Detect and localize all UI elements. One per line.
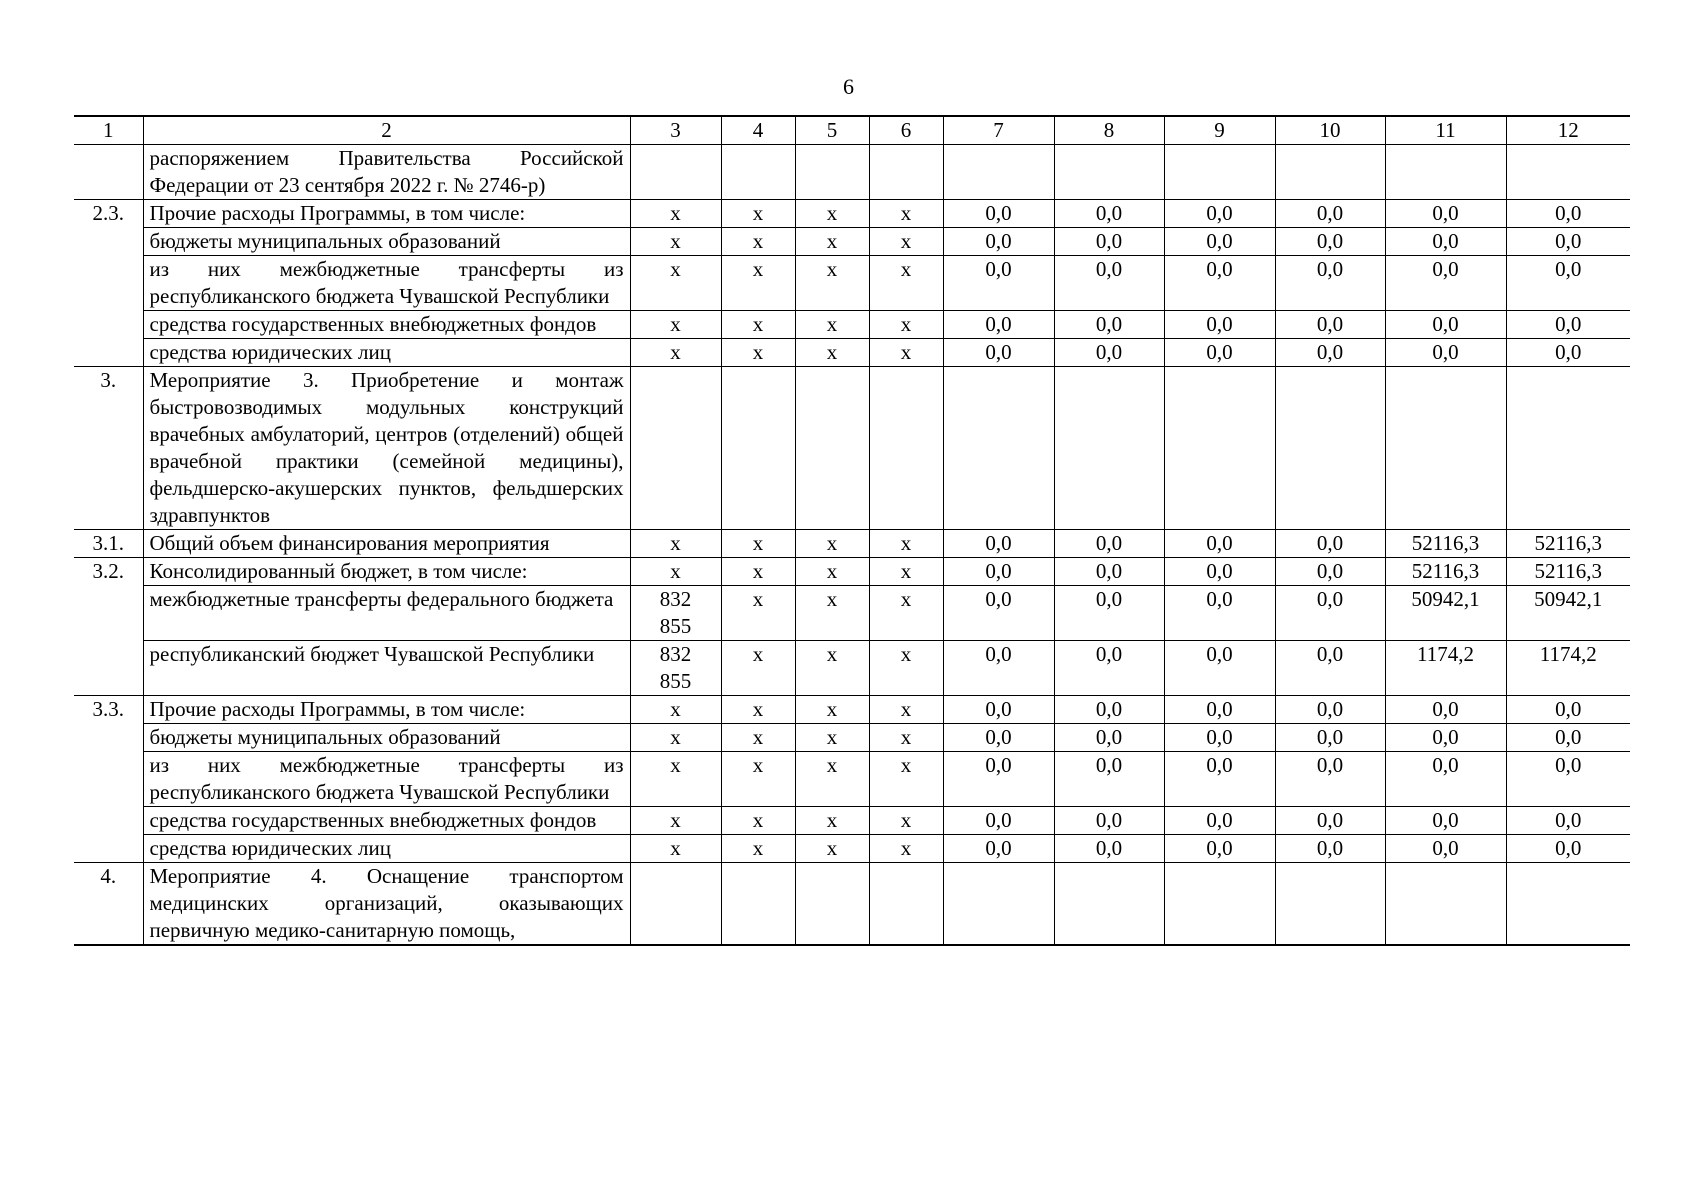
value-cell: x [630,339,721,367]
page-number: 6 [843,74,854,99]
row-description: Мероприятие 4. Оснащение транспортом медицинских организаций, оказывающих первичную медико-санитарную помощь, [143,863,630,946]
table-row [74,256,1630,311]
row-number [74,228,143,256]
value-cell: x [630,558,721,586]
value-cell: 0,0 [1275,835,1385,863]
value-cell [1054,145,1164,200]
value-cell: 0,0 [1054,641,1164,696]
table-row [74,752,1630,807]
value-cell: 0,0 [1054,256,1164,311]
value-cell: x [630,724,721,752]
value-cell: x [869,586,943,641]
column-header: 1 [74,116,143,145]
value-cell: 0,0 [1054,835,1164,863]
value-cell [1164,145,1275,200]
value-cell: x [721,311,795,339]
value-cell: 1174,2 [1506,641,1630,696]
value-cell: 0,0 [943,807,1054,835]
value-cell [630,367,721,530]
value-cell: x [795,586,869,641]
value-cell: x [869,558,943,586]
table-row [74,641,1630,696]
value-cell: 0,0 [1506,752,1630,807]
value-cell: 0,0 [1385,228,1506,256]
value-cell: 0,0 [1054,586,1164,641]
value-cell: 0,0 [1506,835,1630,863]
column-header: 10 [1275,116,1385,145]
row-description: средства государственных внебюджетных фондов [143,807,630,835]
value-cell: x [795,752,869,807]
value-cell: 52116,3 [1506,530,1630,558]
budget-table [74,115,1630,946]
table-row [74,807,1630,835]
value-cell: 0,0 [943,586,1054,641]
column-header: 5 [795,116,869,145]
value-cell [630,145,721,200]
value-cell: x [630,752,721,807]
value-cell: 0,0 [1275,724,1385,752]
value-cell: 0,0 [943,339,1054,367]
value-cell: 0,0 [1385,256,1506,311]
column-header: 6 [869,116,943,145]
value-cell: 52116,3 [1385,558,1506,586]
row-number: 3. [74,367,143,530]
value-cell [1385,863,1506,946]
value-cell: x [869,696,943,724]
value-cell: x [795,696,869,724]
value-cell: 0,0 [1054,558,1164,586]
value-cell: x [630,696,721,724]
row-description: средства юридических лиц [143,835,630,863]
row-number [74,145,143,200]
value-cell: x [869,200,943,228]
value-cell: 0,0 [1506,724,1630,752]
value-cell: 0,0 [943,228,1054,256]
value-cell: 0,0 [1054,339,1164,367]
value-cell: x [721,696,795,724]
column-header: 8 [1054,116,1164,145]
row-description: Прочие расходы Программы, в том числе: [143,696,630,724]
table-row [74,228,1630,256]
row-number [74,256,143,311]
value-cell [721,367,795,530]
value-cell: 0,0 [1385,200,1506,228]
column-header: 11 [1385,116,1506,145]
value-cell [1054,367,1164,530]
value-cell [795,367,869,530]
value-cell: 0,0 [1506,228,1630,256]
value-cell: x [869,530,943,558]
value-cell: 0,0 [1164,228,1275,256]
table-row [74,339,1630,367]
value-cell [869,863,943,946]
row-number: 2.3. [74,200,143,228]
value-cell: 0,0 [943,200,1054,228]
value-cell: x [869,256,943,311]
row-description: бюджеты муниципальных образований [143,724,630,752]
row-description: межбюджетные трансферты федерального бюджета [143,586,630,641]
value-cell: 0,0 [1385,752,1506,807]
value-cell [1275,367,1385,530]
value-cell: x [721,228,795,256]
column-header: 9 [1164,116,1275,145]
value-cell: x [630,256,721,311]
value-cell: x [869,835,943,863]
value-cell: 0,0 [943,752,1054,807]
value-cell: 1174,2 [1385,641,1506,696]
table-row [74,145,1630,200]
row-number [74,311,143,339]
table-row [74,558,1630,586]
value-cell: x [795,200,869,228]
value-cell: x [795,256,869,311]
value-cell: 0,0 [1164,835,1275,863]
value-cell: 0,0 [1275,586,1385,641]
value-cell: 0,0 [943,641,1054,696]
value-cell: 0,0 [943,558,1054,586]
value-cell: x [630,807,721,835]
value-cell: 50942,1 [1385,586,1506,641]
table-row [74,835,1630,863]
value-cell [795,145,869,200]
value-cell: 0,0 [1275,641,1385,696]
value-cell: x [721,339,795,367]
value-cell: x [721,724,795,752]
value-cell: 0,0 [1275,807,1385,835]
value-cell: x [630,311,721,339]
column-number-row [74,116,1630,145]
table-row [74,696,1630,724]
value-cell: 0,0 [1164,752,1275,807]
value-cell: 52116,3 [1385,530,1506,558]
column-header: 7 [943,116,1054,145]
value-cell: x [869,311,943,339]
value-cell: x [795,807,869,835]
value-cell: 0,0 [1164,311,1275,339]
value-cell: 0,0 [1164,256,1275,311]
row-description: Мероприятие 3. Приобретение и монтаж быстровозводимых модульных конструкций врачебных амбулаторий, центров (отделений) общей врачебной практики (семейной медицины), фельдшерско-акушерских пунктов, фельдшерских здравпунктов [143,367,630,530]
table-row [74,200,1630,228]
value-cell: 0,0 [1385,311,1506,339]
value-cell: 0,0 [1275,339,1385,367]
value-cell [795,863,869,946]
value-cell: 0,0 [1275,228,1385,256]
value-cell: 0,0 [943,835,1054,863]
value-cell: 0,0 [1054,228,1164,256]
value-cell: 0,0 [1275,696,1385,724]
value-cell: 0,0 [1164,339,1275,367]
column-header: 3 [630,116,721,145]
value-cell: 0,0 [1506,256,1630,311]
row-description: из них межбюджетные трансферты из республиканского бюджета Чувашской Республики [143,256,630,311]
value-cell: 0,0 [1385,807,1506,835]
value-cell: x [869,724,943,752]
value-cell: 0,0 [1054,807,1164,835]
table-row [74,724,1630,752]
value-cell: 0,0 [1275,311,1385,339]
value-cell: x [630,530,721,558]
value-cell: x [721,641,795,696]
value-cell: x [630,200,721,228]
value-cell [1054,863,1164,946]
value-cell: 0,0 [1164,696,1275,724]
value-cell: 0,0 [1054,311,1164,339]
value-cell: 0,0 [1164,807,1275,835]
value-cell: x [721,807,795,835]
table-row [74,586,1630,641]
value-cell [1275,145,1385,200]
value-cell: 0,0 [943,256,1054,311]
row-description: средства государственных внебюджетных фондов [143,311,630,339]
value-cell [869,367,943,530]
row-number: 3.3. [74,696,143,724]
value-cell: 0,0 [943,311,1054,339]
value-cell: 50942,1 [1506,586,1630,641]
row-description: Общий объем финансирования мероприятия [143,530,630,558]
value-cell: x [795,530,869,558]
value-cell: x [869,339,943,367]
value-cell: 0,0 [1385,696,1506,724]
row-description: распоряжением Правительства Российской Федерации от 23 сентября 2022 г. № 2746-р) [143,145,630,200]
value-cell: x [721,256,795,311]
value-cell [943,863,1054,946]
value-cell: 0,0 [1275,200,1385,228]
value-cell: 0,0 [943,724,1054,752]
value-cell: 0,0 [1164,724,1275,752]
value-cell: x [630,228,721,256]
row-number [74,641,143,696]
value-cell: 832 855 [630,586,721,641]
value-cell: 0,0 [1385,724,1506,752]
value-cell: x [869,641,943,696]
value-cell [1506,367,1630,530]
row-number: 3.1. [74,530,143,558]
value-cell: 0,0 [1385,339,1506,367]
value-cell: 0,0 [1164,558,1275,586]
row-number [74,835,143,863]
value-cell: 0,0 [1275,558,1385,586]
row-number [74,339,143,367]
column-header: 2 [143,116,630,145]
value-cell [1506,863,1630,946]
value-cell: 0,0 [1506,807,1630,835]
value-cell: 0,0 [1164,641,1275,696]
value-cell: 0,0 [1506,696,1630,724]
table-row [74,367,1630,530]
value-cell: 0,0 [1164,200,1275,228]
table-row [74,311,1630,339]
value-cell: 0,0 [1275,530,1385,558]
value-cell: 0,0 [1054,724,1164,752]
row-description: Консолидированный бюджет, в том числе: [143,558,630,586]
value-cell: 0,0 [1275,752,1385,807]
value-cell: x [721,835,795,863]
row-number [74,724,143,752]
value-cell: 0,0 [1506,200,1630,228]
value-cell: 0,0 [1164,530,1275,558]
value-cell [721,863,795,946]
value-cell: 0,0 [1054,200,1164,228]
row-number [74,752,143,807]
value-cell: x [795,339,869,367]
row-number [74,807,143,835]
value-cell [1164,367,1275,530]
value-cell: x [795,228,869,256]
value-cell: x [869,228,943,256]
value-cell: x [795,835,869,863]
value-cell: x [869,807,943,835]
value-cell: x [795,311,869,339]
row-description: из них межбюджетные трансферты из республиканского бюджета Чувашской Республики [143,752,630,807]
table-row [74,530,1630,558]
value-cell: 0,0 [1506,311,1630,339]
value-cell: x [721,558,795,586]
row-number: 3.2. [74,558,143,586]
value-cell: 0,0 [1164,586,1275,641]
value-cell: 832 855 [630,641,721,696]
value-cell: x [795,558,869,586]
value-cell: 0,0 [1054,752,1164,807]
value-cell [943,367,1054,530]
value-cell [721,145,795,200]
column-header: 12 [1506,116,1630,145]
value-cell: 0,0 [943,530,1054,558]
value-cell: x [721,752,795,807]
value-cell: 0,0 [1275,256,1385,311]
value-cell [869,145,943,200]
value-cell: x [795,641,869,696]
row-number: 4. [74,863,143,946]
row-description: Прочие расходы Программы, в том числе: [143,200,630,228]
value-cell: 0,0 [1054,696,1164,724]
value-cell [1164,863,1275,946]
table-row [74,863,1630,946]
value-cell: 0,0 [1385,835,1506,863]
value-cell: 0,0 [1054,530,1164,558]
value-cell [943,145,1054,200]
value-cell [1385,145,1506,200]
value-cell: 0,0 [943,696,1054,724]
value-cell [1385,367,1506,530]
value-cell [1275,863,1385,946]
value-cell: 52116,3 [1506,558,1630,586]
value-cell: x [630,835,721,863]
value-cell: x [795,724,869,752]
row-description: бюджеты муниципальных образований [143,228,630,256]
value-cell [1506,145,1630,200]
value-cell: x [721,530,795,558]
column-header: 4 [721,116,795,145]
row-number [74,586,143,641]
value-cell: 0,0 [1506,339,1630,367]
value-cell [630,863,721,946]
value-cell: x [721,586,795,641]
value-cell: x [721,200,795,228]
row-description: средства юридических лиц [143,339,630,367]
row-description: республиканский бюджет Чувашской Республики [143,641,630,696]
value-cell: x [869,752,943,807]
